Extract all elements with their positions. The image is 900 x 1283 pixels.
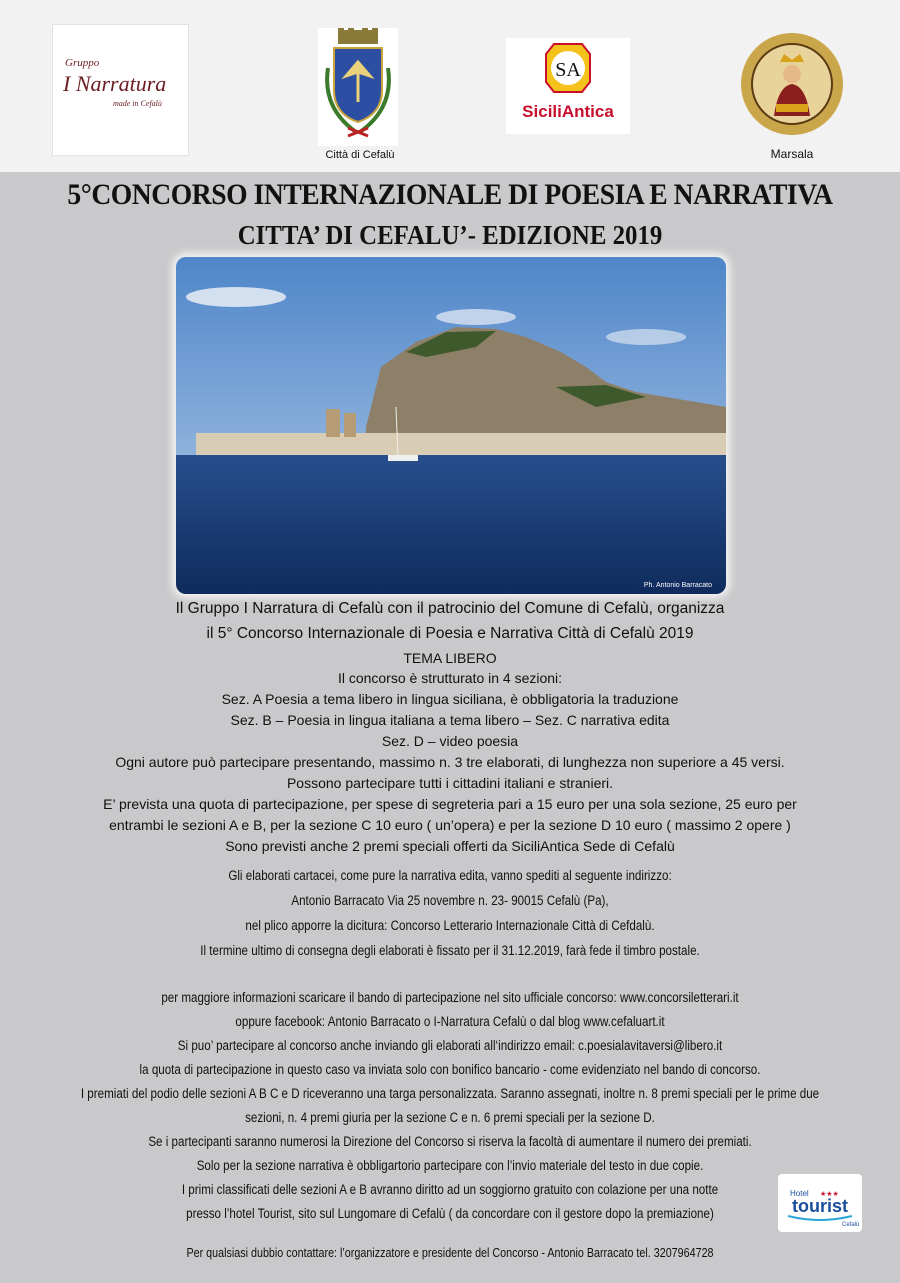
- shipping-line: nel plico apporre la dicitura: Concorso Letterario Internazionale Città di Cefdalù.: [245, 918, 655, 933]
- narratura-logo-line1: Gruppo: [65, 57, 100, 69]
- cefalu-panorama-photo: [176, 257, 726, 594]
- hotel-logo-word2: tourist: [792, 1196, 848, 1216]
- narratura-logo: [52, 24, 189, 156]
- info-line: oppure facebook: Antonio Barracato o I-Narratura Cefalù o dal blog www.cefaluart.it: [235, 1014, 665, 1029]
- info-line: Solo per la sezione narrativa è obbligartorio partecipare con l’invio materiale del testo in due copie.: [196, 1158, 704, 1173]
- marsala-caption: Marsala: [770, 147, 814, 161]
- shipping-line: Antonio Barracato Via 25 novembre n. 23- 90015 Cefalù (Pa),: [291, 893, 609, 908]
- narratura-logo-line3: made in Cefalù: [113, 99, 162, 108]
- info-line: presso l’hotel Tourist, sito sul Lungomare di Cefalù ( da concordare con il gestore dopo la premiazione): [186, 1206, 714, 1221]
- rules-line: entrambi le sezioni A e B, per la sezione C 10 euro ( un’opera) e per la sezione D 10 euro ( massimo 2 opere ): [109, 817, 791, 833]
- cefalu-coat-of-arms-icon: [318, 28, 398, 146]
- rules-line: Possono partecipare tutti i cittadini italiani e stranieri.: [286, 775, 614, 791]
- rules-line: Il concorso è strutturato in 4 sezioni:: [337, 670, 563, 686]
- shipping-line: Il termine ultimo di consegna degli elaborati è fissato per il 31.12.2019, farà fede il timbro postale.: [200, 943, 700, 958]
- rules-line: TEMA LIBERO: [403, 650, 497, 666]
- hotel-logo-word3: Cefalù: [842, 1222, 860, 1228]
- siciliantica-name: SiciliAntica: [522, 102, 614, 121]
- intro-line-2: il 5° Concorso Internazionale di Poesia e Narrativa Città di Cefalù 2019: [206, 625, 694, 642]
- rules-line: Sono previsti anche 2 premi speciali offerti da SiciliAntica Sede di Cefalù: [225, 838, 675, 854]
- intro-line-1: Il Gruppo I Narratura di Cefalù con il patrocinio del Comune di Cefalù, organizza: [175, 600, 725, 617]
- info-line: Si puo’ partecipare al concorso anche inviando gli elaborati all‘indirizzo email: c.poesialavitaversi@libero.it: [177, 1038, 723, 1053]
- rules-line: E’ prevista una quota di partecipazione, per spese di segreteria pari a 15 euro per una sola sezione, 25 euro per: [103, 796, 797, 812]
- info-line: per maggiore informazioni scaricare il bando di partecipazione nel sito ufficiale concorso: www.concorsiletterari.it: [161, 990, 739, 1005]
- rules-line: Ogni autore può partecipare presentando, massimo n. 3 tre elaborati, di lunghezza non superiore a 45 versi.: [115, 754, 785, 770]
- info-line: I primi classificati delle sezioni A e B avranno diritto ad un soggiorno gratuito con colazione per una notte: [181, 1182, 719, 1197]
- siciliantica-badge-icon: [506, 38, 630, 102]
- info-line: sezioni, n. 4 premi giuria per la sezione C e n. 6 premi speciali per la sezione D.: [245, 1110, 655, 1125]
- header-band: [0, 0, 900, 172]
- narratura-logo-line2: I Narratura: [63, 71, 167, 96]
- info-line: Se i partecipanti saranno numerosi la Direzione del Concorso si riserva la facoltà di aumentare il numero dei premiati.: [148, 1134, 752, 1149]
- rules-line: Sez. A Poesia a tema libero in lingua siciliana, è obbligatoria la traduzione: [221, 691, 679, 707]
- cefalu-caption: Città di Cefalù: [325, 149, 395, 161]
- contest-title: 5°CONCORSO INTERNAZIONALE DI POESIA E NARRATIVA: [67, 178, 833, 211]
- siciliantica-logo: [506, 38, 630, 134]
- rules-line: Sez. B – Poesia in lingua italiana a tema libero – Sez. C narrativa edita: [230, 712, 670, 728]
- accademia-seal-icon: [740, 32, 844, 136]
- svg-text:★★★: ★★★: [820, 1191, 839, 1198]
- rules-line: Sez. D – video poesia: [381, 733, 519, 749]
- hotel-tourist-logo: [778, 1174, 862, 1232]
- contact-line: Per qualsiasi dubbio contattare: l’organizzatore e presidente del Concorso - Antonio Barracato tel. 3207964728: [186, 1246, 714, 1260]
- siciliantica-badge-text: SA: [555, 59, 581, 81]
- contest-subtitle: CITTA’ DI CEFALU’- EDIZIONE 2019: [237, 220, 663, 250]
- info-line: la quota di partecipazione in questo caso va inviata solo con bonifico bancario - come evidenziato nel bando di concorso.: [139, 1062, 761, 1077]
- info-line: I premiati del podio delle sezioni A B C e D riceveranno una targa personalizzata. Saranno assegnati, inoltre n. 8 premi speciali per le prime due: [80, 1086, 820, 1101]
- photo-credit: Ph. Antonio Barracato: [643, 582, 712, 589]
- hotel-logo-word1: Hotel: [790, 1189, 809, 1198]
- shipping-line: Gli elaborati cartacei, come pure la narrativa edita, vanno spediti al seguente indirizzo:: [228, 868, 672, 883]
